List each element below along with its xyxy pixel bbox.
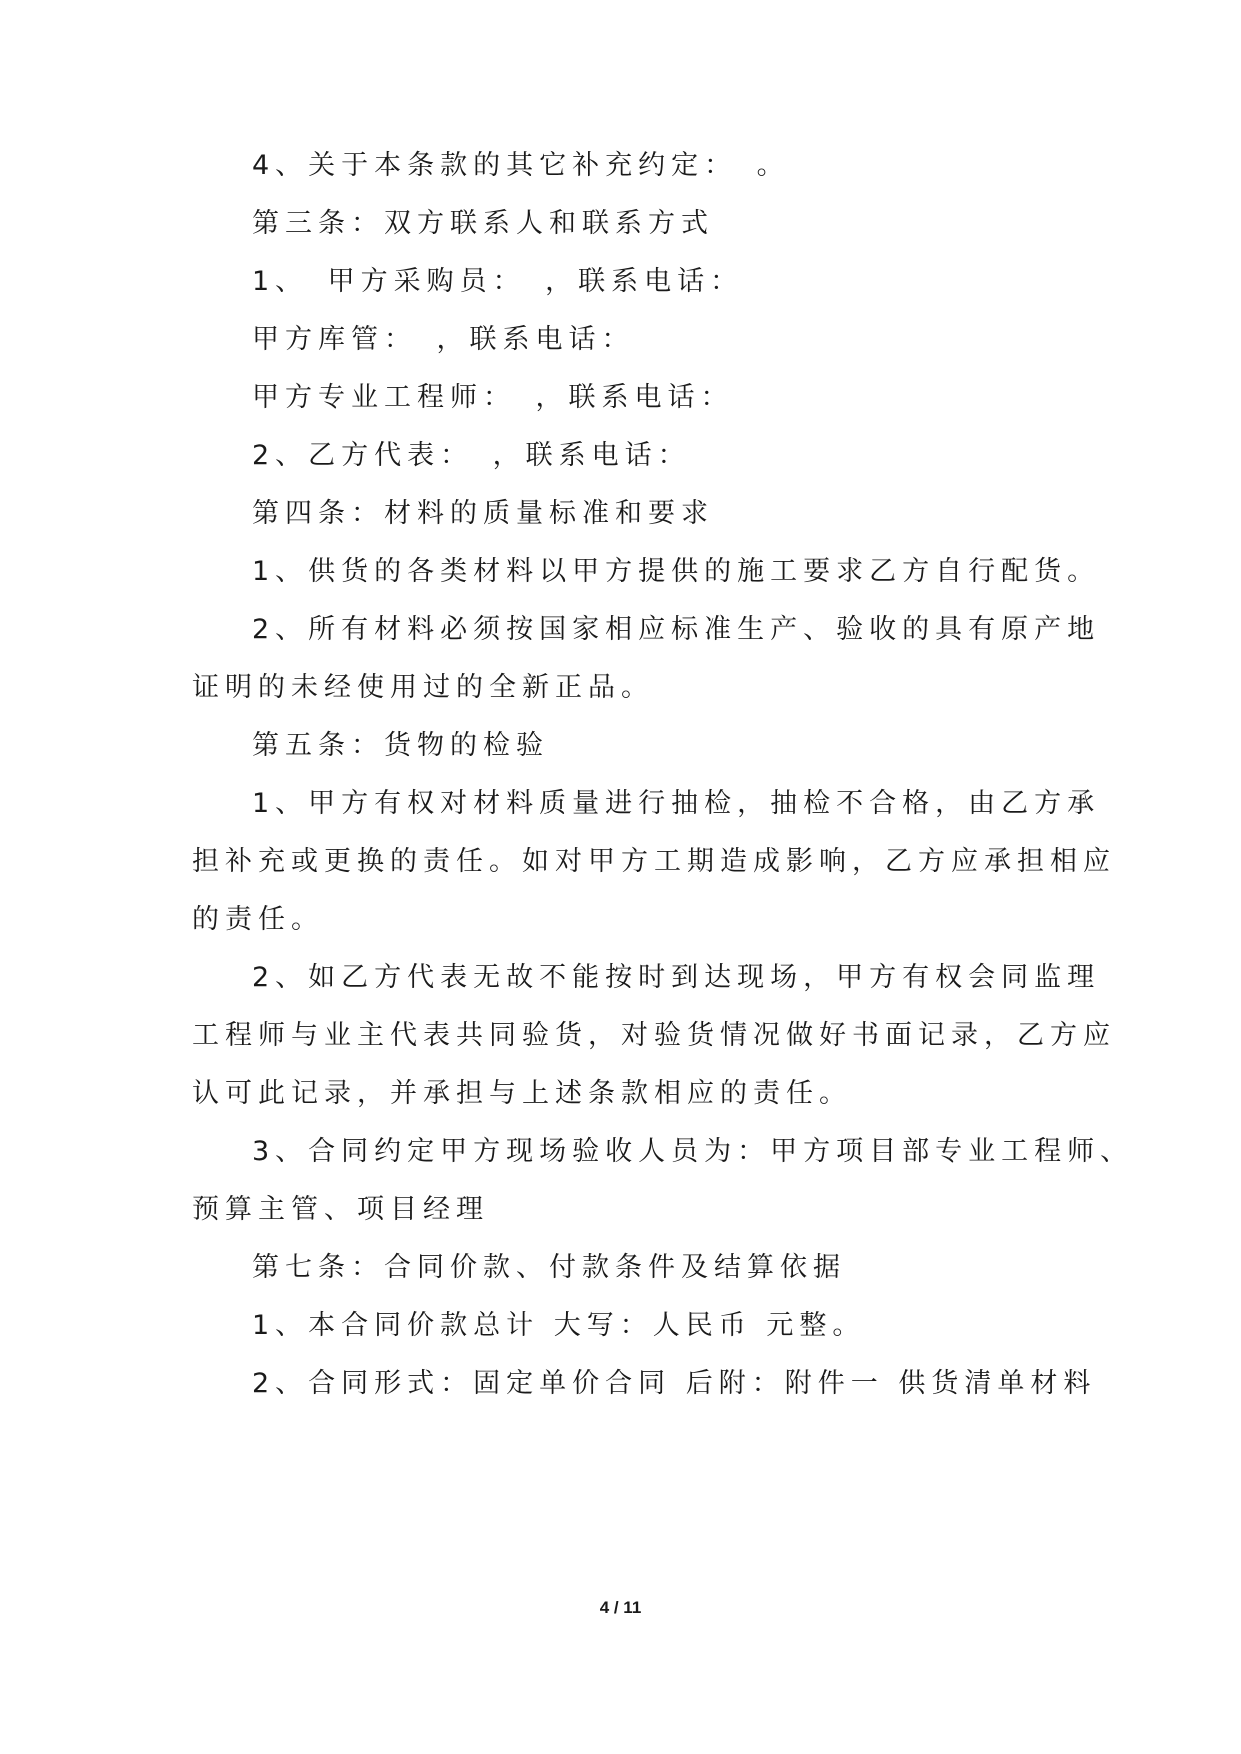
text-line: 担补充或更换的责任。如对甲方工期造成影响，乙方应承担相应 [192,846,1116,877]
section-heading: 第四条：材料的质量标准和要求 [252,498,714,529]
text-line: 2、如乙方代表无故不能按时到达现场，甲方有权会同监理 [252,962,1101,993]
text-line: 3、合同约定甲方现场验收人员为：甲方项目部专业工程师、 [252,1136,1134,1167]
text-line: 4、关于本条款的其它补充约定： 。 [252,150,790,181]
section-heading: 第三条：双方联系人和联系方式 [252,208,714,239]
section-heading: 第七条：合同价款、付款条件及结算依据 [252,1252,846,1283]
text-line: 2、所有材料必须按国家相应标准生产、验收的具有原产地 [252,614,1101,645]
text-line: 2、乙方代表： ，联系电话： [252,440,691,471]
text-line: 预算主管、项目经理 [192,1194,489,1225]
text-line: 1、 甲方采购员： ，联系电话： [252,266,744,297]
text-line: 1、供货的各类材料以甲方提供的施工要求乙方自行配货。 [252,556,1101,587]
section-heading: 第五条：货物的检验 [252,730,549,761]
text-line: 的责任。 [192,904,324,935]
text-line: 甲方专业工程师： ，联系电话： [252,382,734,413]
text-line: 甲方库管： ，联系电话： [252,324,635,355]
text-line: 2、合同形式：固定单价合同 后附：附件一 供货清单材料 [252,1368,1097,1399]
text-line: 工程师与业主代表共同验货，对验货情况做好书面记录，乙方应 [192,1020,1116,1051]
text-line: 1、本合同价款总计 大写：人民币 元整。 [252,1310,866,1341]
page-number: 4 / 11 [599,1598,642,1617]
text-line: 证明的未经使用过的全新正品。 [192,672,654,703]
text-line: 认可此记录，并承担与上述条款相应的责任。 [192,1078,852,1109]
text-line: 1、甲方有权对材料质量进行抽检，抽检不合格，由乙方承 [252,788,1101,819]
